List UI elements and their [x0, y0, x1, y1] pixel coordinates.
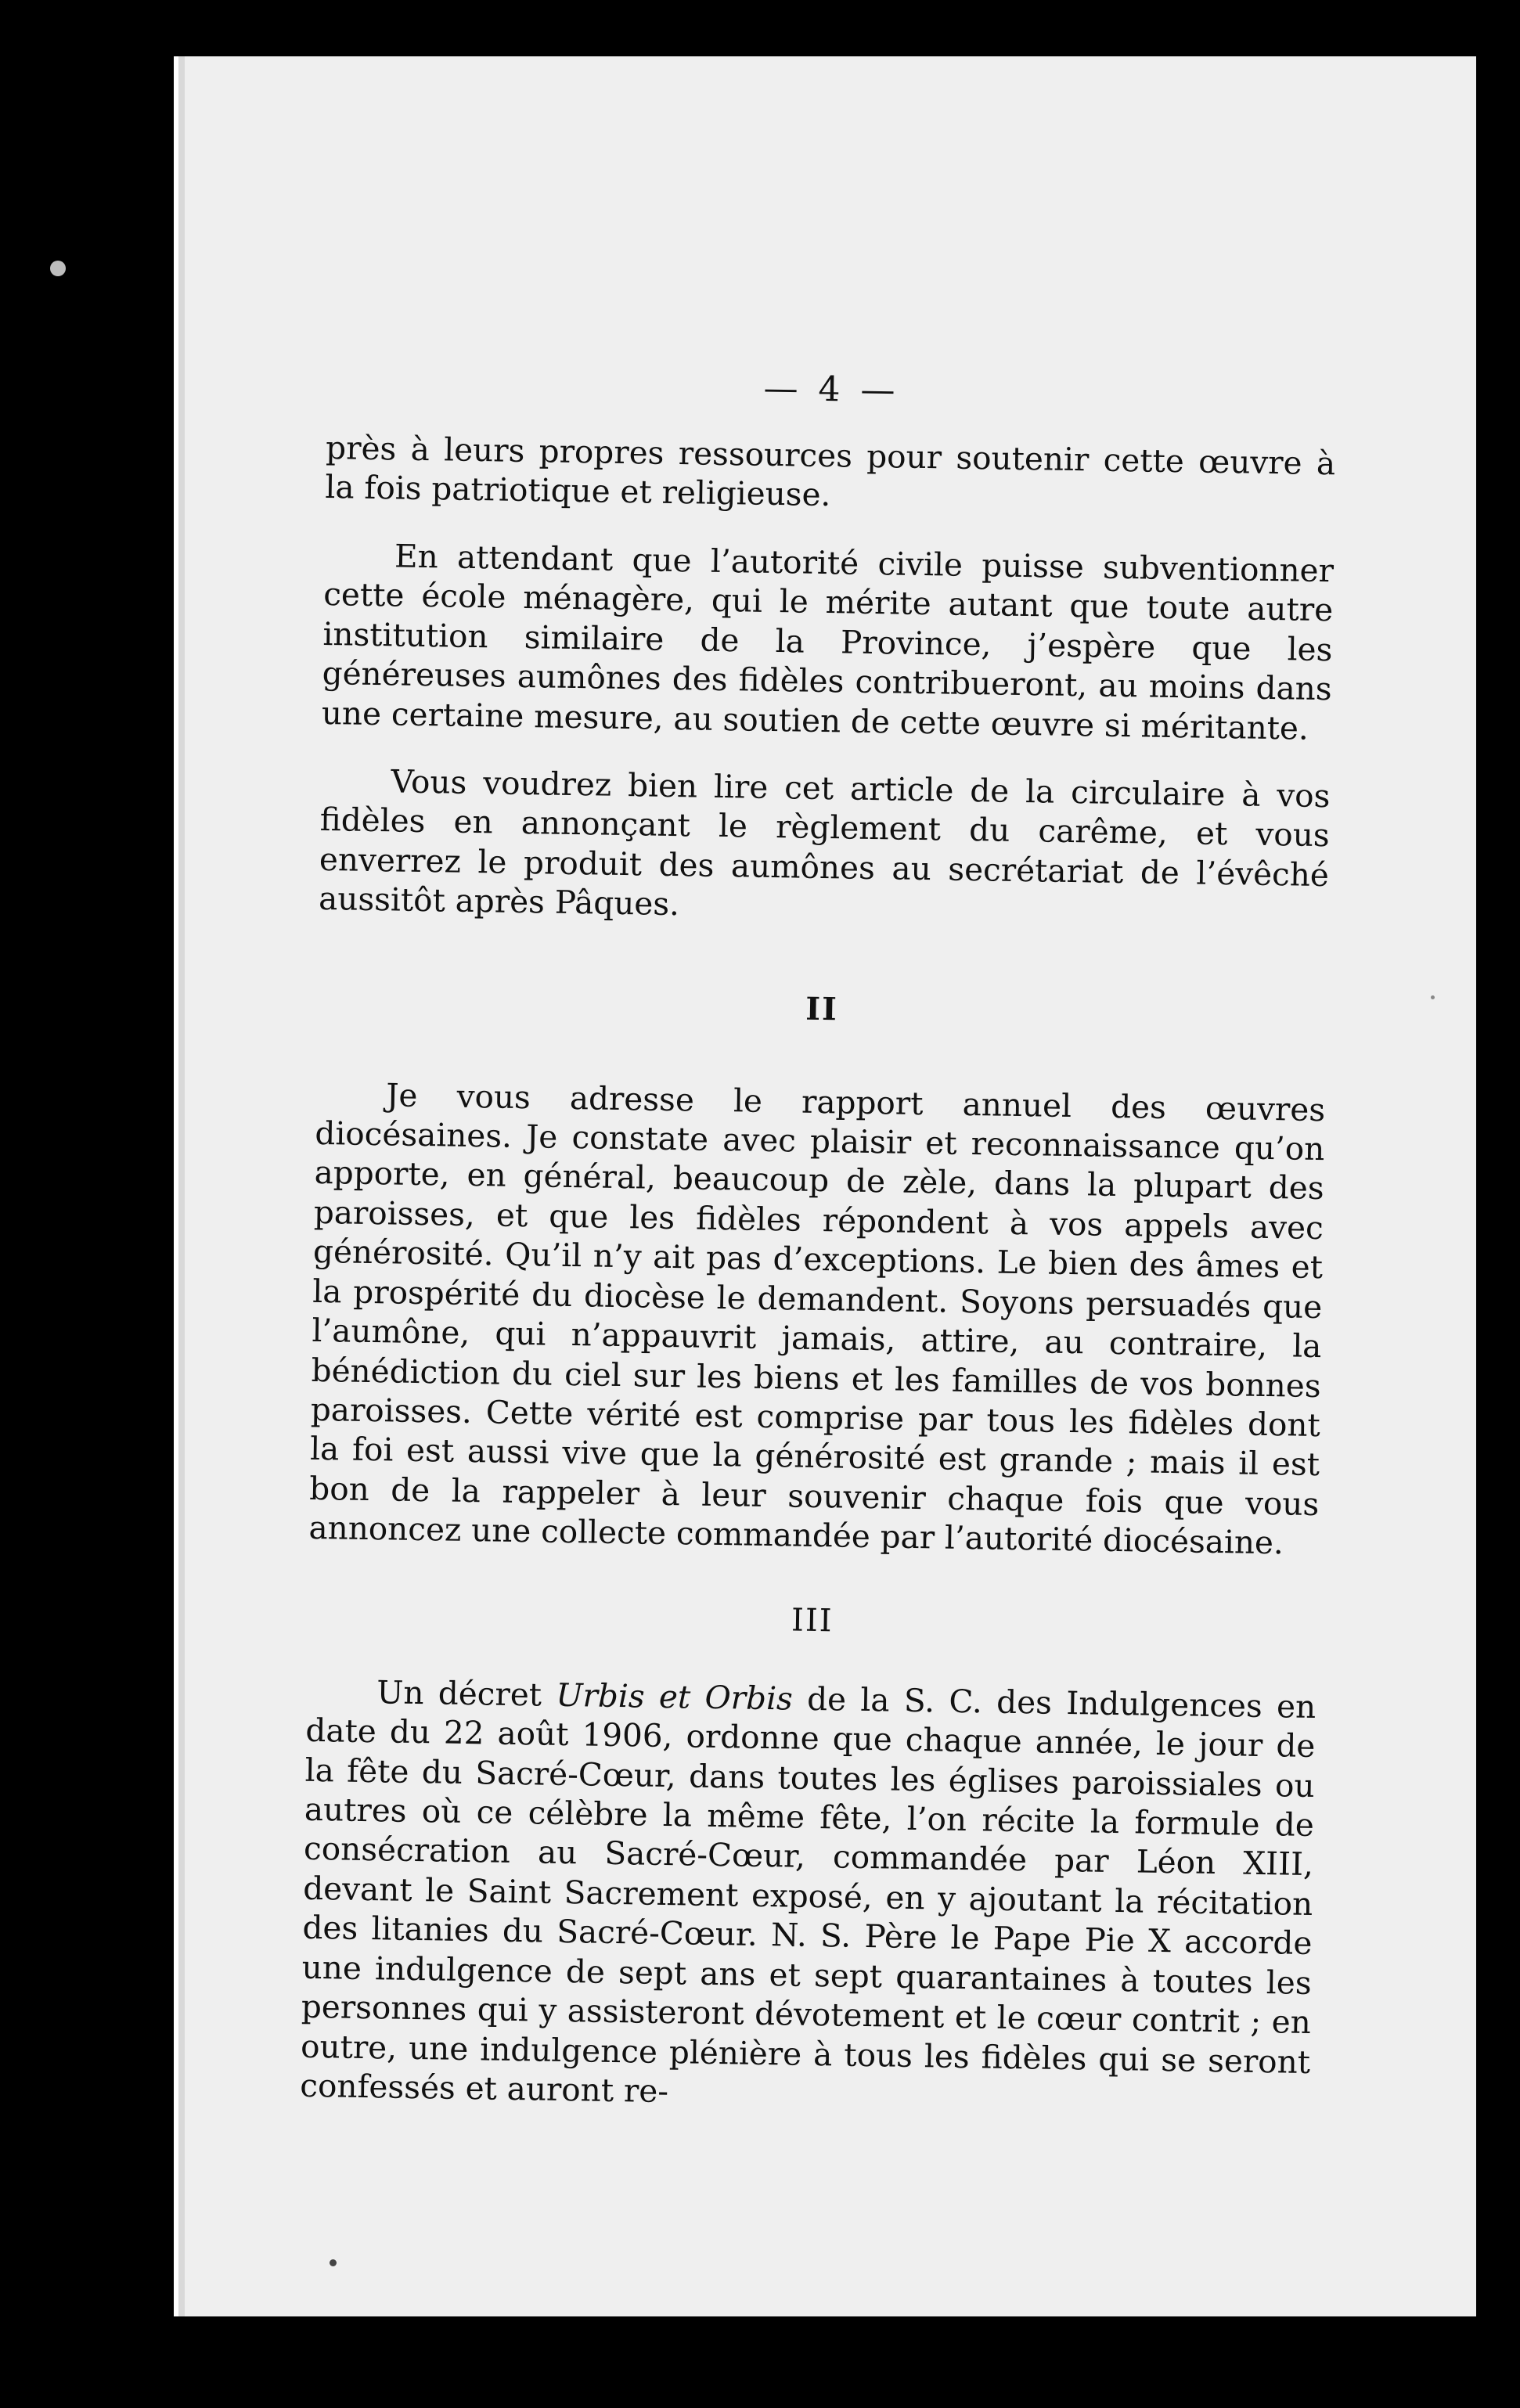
section-heading-2: II — [805, 990, 839, 1028]
page-text-block — [300, 362, 1337, 2121]
paragraph-decree — [300, 1671, 1316, 2121]
page-number: — 4 — — [763, 368, 900, 411]
scan-speck — [330, 2259, 337, 2266]
paragraph-school: En attendant que l’autorité civile puisse subventionner cette école ménagère, qui le mérite autant que toute autre institution similaire de la Province, j’espère que les généreuses aumônes des fidèles contribueront, au moins dans une certaine mesure, au soutien de cette œuvre si méritante. — [321, 537, 1335, 747]
section-heading-3: III — [791, 1602, 834, 1640]
scan-speck — [1431, 995, 1435, 999]
scan-dust-speck — [50, 261, 66, 276]
paragraph-circular: Vous voudrez bien lire cet article de la circulaire à vos fidèles en annonçant le règlement du carême, et vous enverrez le produit des aumônes au secrétariat de l’évêché aussitôt après Pâques. — [318, 762, 1331, 923]
paragraph-continuation: près à leurs propres ressources pour soutenir cette œuvre à la fois patriotique et religieuse. — [325, 428, 1336, 514]
decree-body: de la S. C. des Indulgences en date du 22 août 1906, ordonne que chaque année, le jour de la fête du Sacré-Cœur, dans toutes les églises paroissiales ou autres où ce célèbre la même fête, l’on récite la formule de consécration au Sacré-Cœur, commandée par Léon XIII, devant le Saint Sacrement exposé, en y ajoutant la récitation des litanies du Sacré-Cœur. N. S. Père le Pape Pie X accorde une indulgence de sept ans et sept quarantaines à toutes les personnes qui y assisteront dévotement et le cœur contrit ; en outre, une indulgence plénière à tous les fidèles qui se seront confessés et auront re- — [300, 1679, 1316, 2111]
decree-intro: Un décret — [376, 1672, 556, 1714]
document-page — [174, 56, 1476, 2316]
decree-title: Urbis et Orbis — [556, 1676, 794, 1718]
paragraph-diocesan-works: Je vous adresse le rapport annuel des œuvres diocésaines. Je constate avec plaisir et reconnaissance qu’on apporte, en général, beaucoup de zèle, dans la plupart des paroisses, et que les fidèles répondent à vos appels avec générosité. Qu’il n’y ait pas d’exceptions. Le bien des âmes et la prospérité du diocèse le demandent. Soyons persuadés que l’aumône, qui n’appauvrit jamais, attire, au contraire, la bénédiction du ciel sur les biens et les familles de vos bonnes paroisses. Cette vérité est comprise par tous les fidèles dont la foi est aussi vive que la générosité est grande ; mais il est bon de la rappeler à leur souvenir chaque fois que vous annoncez une collecte commandée par l’autorité diocésaine. — [308, 1075, 1326, 1562]
